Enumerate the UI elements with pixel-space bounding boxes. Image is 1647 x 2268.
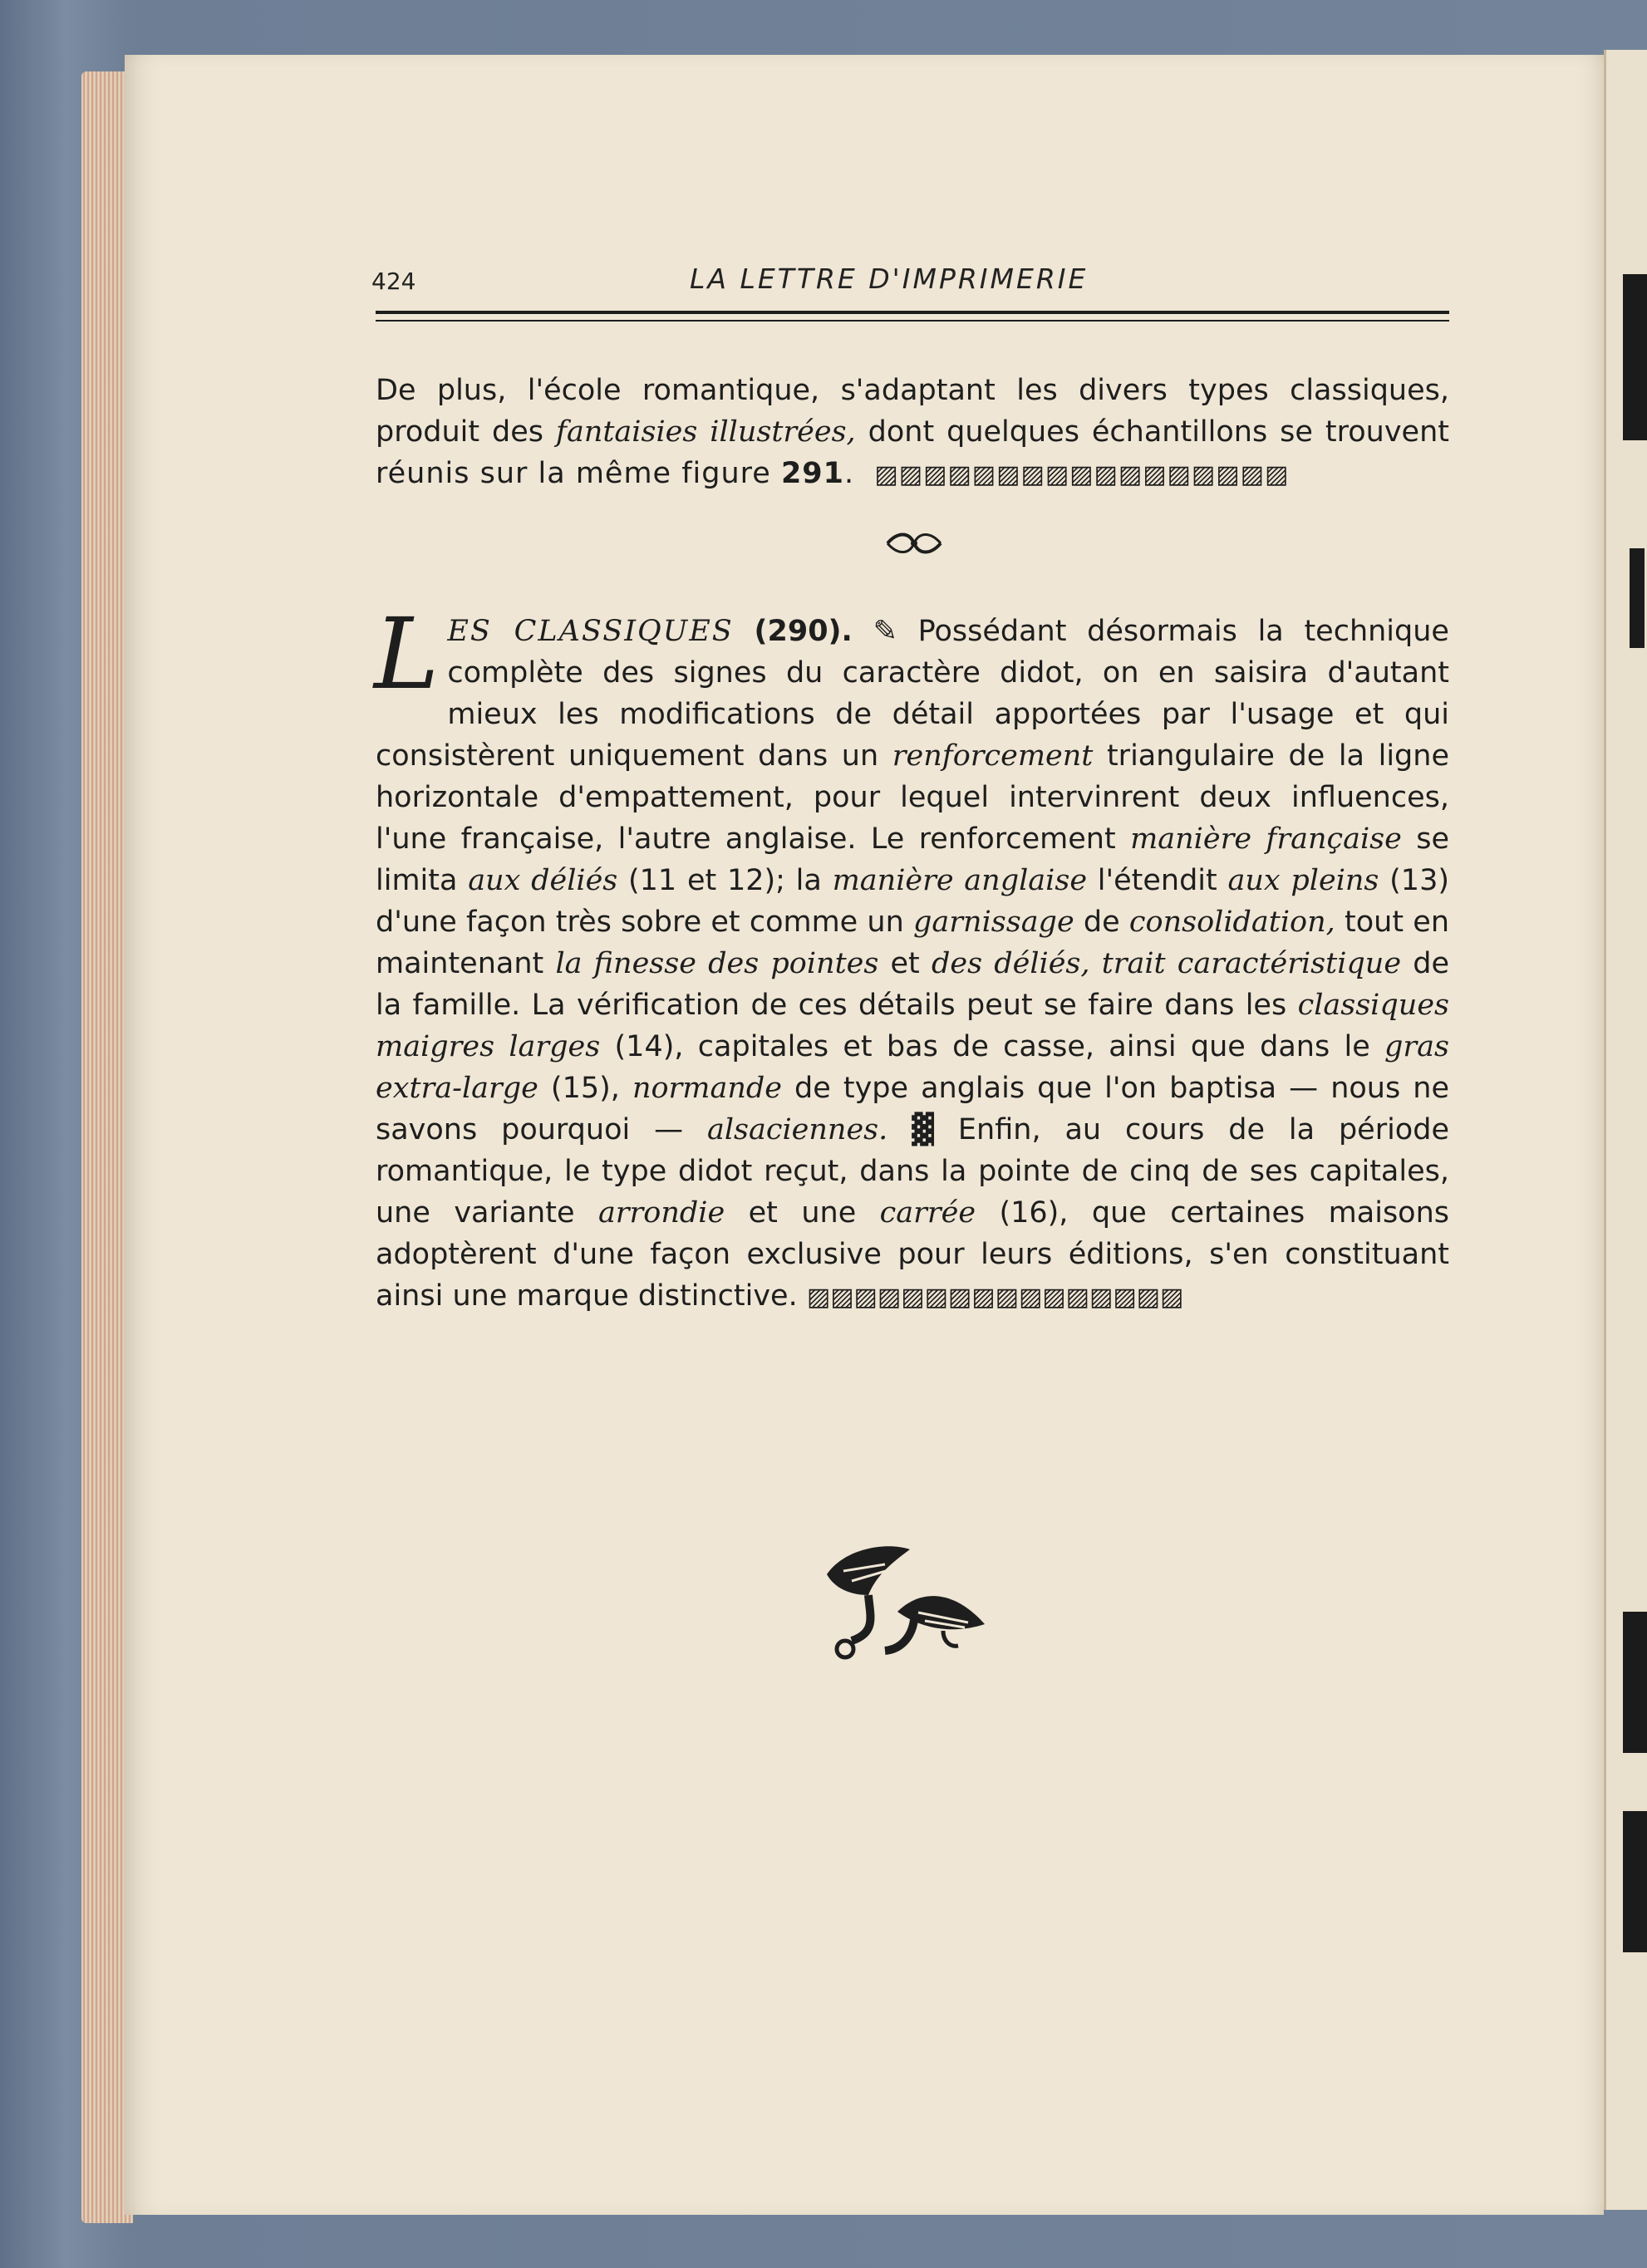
body-italic: aux pleins (1227, 864, 1379, 897)
body-text: (15), (538, 1072, 632, 1105)
body-italic: classiques maigres larges (376, 989, 1449, 1063)
adjacent-page-letter-block (1623, 1612, 1647, 1753)
body-text: (11 et 12); la (617, 864, 833, 897)
body-text: (14), capitales et bas de casse, ainsi que dans le (600, 1030, 1385, 1063)
paragraph-marker-icon: ✎ (873, 615, 897, 648)
adjacent-page-letter-block (1630, 548, 1645, 648)
body-text: de la famille. La vérification de ces détails peut se faire dans les (376, 947, 1449, 1022)
adjacent-page-edge (1604, 50, 1647, 2210)
body-text: triangulaire de la ligne horizontale d'empattement, pour lequel intervinrent deux influences, l'une française, l'autre anglaise. Le renforcement (376, 739, 1449, 856)
body-italic: gras extra-large (376, 1030, 1449, 1105)
intro-text: . (844, 457, 855, 490)
intro-text: dont quelques échantillons se trouvent (855, 415, 1449, 449)
figure-number: 291 (780, 457, 845, 490)
body-text: Possédant désormais la technique complète des signes du caractère didot, on en saisira d'autant mieux les modifications de détail apportées par l'usage et qui consistèrent uniquement dans un (376, 615, 1449, 773)
body-text: (16), que certaines maisons adoptèrent d'une façon exclusive pour leurs éditions, s'en constituant ainsi une marque distinctive. (376, 1196, 1450, 1313)
intro-line-1: De plus, l'école romantique, s'adaptant les divers types classiques, (376, 374, 1449, 407)
section-heading: ES CLASSIQUES (447, 615, 734, 648)
body-text: se limita (376, 822, 1449, 897)
adjacent-page-letter-block (1623, 1811, 1647, 1952)
fleuron-ornament-icon (881, 528, 947, 558)
body-italic: carrée (879, 1196, 976, 1230)
body-italic: garnissage (913, 906, 1074, 939)
paragraph-intro (376, 370, 1449, 496)
ornament-row: ▨▨▨▨▨▨▨▨▨▨▨▨▨▨▨▨▨ (874, 460, 1290, 489)
body-text: et (878, 947, 932, 980)
body-italic: des déliés, trait caractéristique (931, 947, 1402, 980)
drop-cap: L (374, 596, 440, 711)
header-rule-thick (376, 311, 1449, 314)
body-text: (13) d'une façon très sobre et comme un (376, 864, 1449, 939)
body-italic: alsaciennes. (706, 1113, 888, 1146)
page-number: 424 (371, 268, 416, 295)
header-rule-thin (376, 320, 1449, 322)
body-italic: la finesse des pointes (555, 947, 879, 980)
ornament-row: ▨▨▨▨▨▨▨▨▨▨▨▨▨▨▨▨ (806, 1283, 1184, 1312)
body-italic: consolidation, (1128, 906, 1335, 939)
body-text: et une (725, 1196, 880, 1230)
mushroom-tailpiece-icon (819, 1516, 1001, 1666)
body-italic: manière anglaise (832, 864, 1088, 897)
running-title: LA LETTRE D'IMPRIMERIE (690, 263, 1089, 295)
body-text: tout en maintenant (376, 906, 1449, 980)
intro-text: produit des (376, 415, 556, 449)
heading-figure-number: (290). (754, 615, 853, 648)
body-text: l'étendit (1087, 864, 1228, 897)
adjacent-page-letter-block (1623, 274, 1647, 440)
body-italic: renforcement (892, 739, 1094, 773)
intro-text: réunis sur la même figure (376, 457, 781, 490)
body-text: de type anglais que l'on baptisa — nous ne savons pourquoi — (376, 1072, 1449, 1146)
body-italic: arrondie (597, 1196, 725, 1230)
intro-italic: fantaisies illustrées, (556, 415, 856, 449)
paragraph-classiques (374, 596, 1450, 1318)
paragraph-marker-icon: ▓ (912, 1113, 935, 1146)
body-italic: manière française (1130, 822, 1402, 856)
body-italic: normande (632, 1072, 782, 1105)
body-text: de (1074, 906, 1129, 939)
body-text: Enfin, au cours de la période romantique, le type didot reçut, dans la pointe de cinq de ses capitales, une variante (376, 1113, 1449, 1230)
body-italic: aux déliés (468, 864, 618, 897)
